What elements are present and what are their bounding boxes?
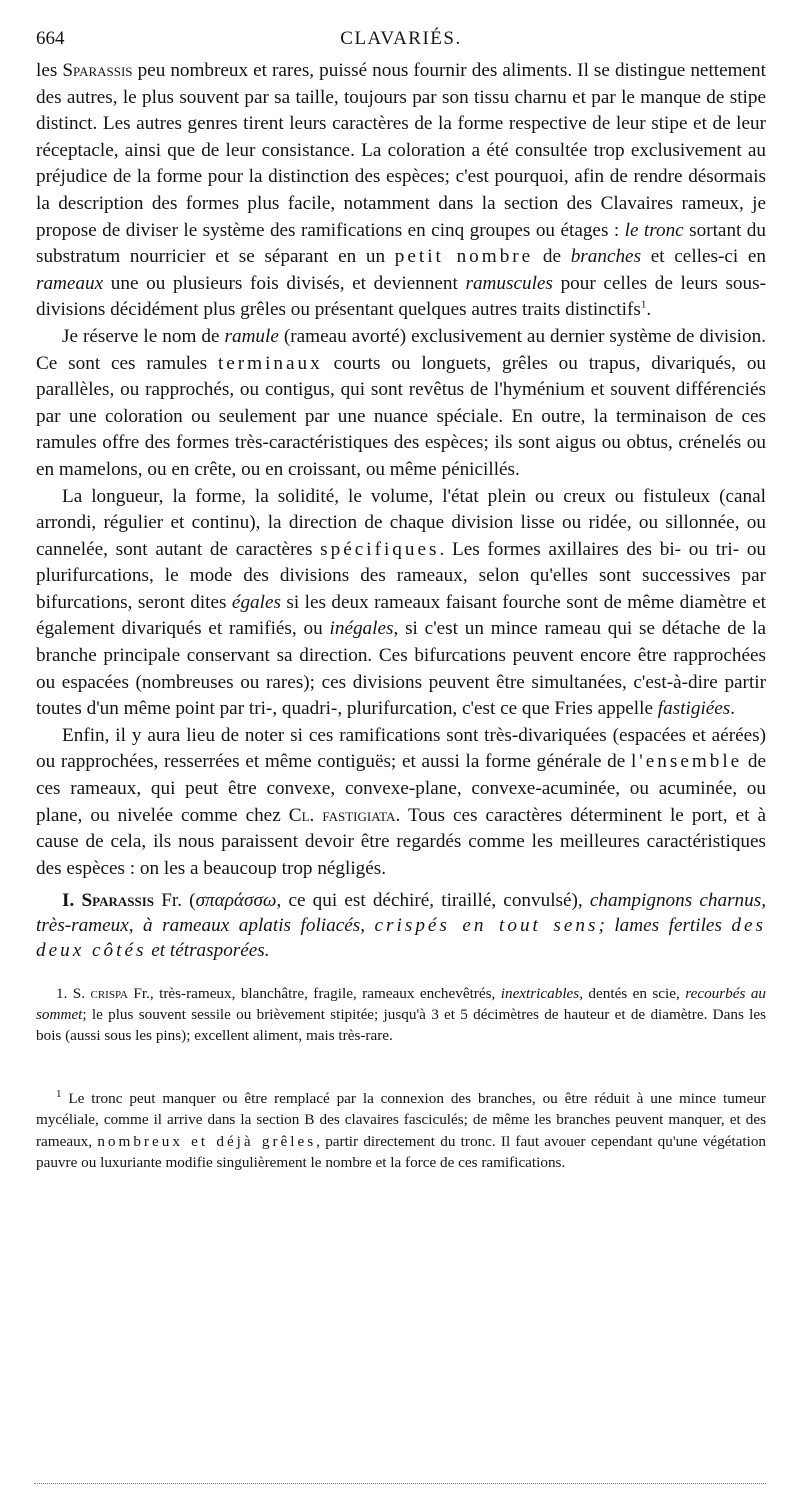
term-branches: branches xyxy=(570,246,642,268)
genus-number: I. xyxy=(62,890,75,912)
spaced-text: nombreux et déjà grêles xyxy=(97,1132,317,1150)
greek-etymology: σπαράσσω xyxy=(195,890,277,912)
species-number: 1. S. xyxy=(56,984,91,1002)
term-ramule: ramule xyxy=(224,325,279,347)
genus-description: champignons charnus, très-rameux, à rameaux aplatis foliacés, xyxy=(36,890,766,937)
paragraph-4: Enfin, il y aura lieu de noter si ces ramifications sont très-divariquées (espacées et aérées) ou rapprochées, resserrées et même contiguës; et aussi la forme générale de l'ensemble de ces rameaux, qui peut être convexe, convexe-plane, convexe-acuminée, ou acuminée, ou plane, ou nivelée comme chez Cl. fastigiata. Tous ces caractères déterminent le port, et à cause de cela, ils nous paraissent devoir être regardés comme les meilleures caractéristiques des espèces : on les a beaucoup trop négligés. xyxy=(36,724,766,879)
spaced-text: terminaux xyxy=(217,352,323,374)
running-title: CLAVARIÉS. xyxy=(340,28,462,49)
spaced-text: petit nombre xyxy=(394,246,534,268)
paragraph-3: La longueur, la forme, la solidité, le volume, l'état plein ou creux ou fistuleux (canal arrondi, régulier et continu), la direction de chaque division lisse ou ridée, ou sillonnée, ou cannelée, sont autant de caractères spécifiques. Les formes axillaires des bi- ou tri- ou plurifurcations, le mode des divisions des rameaux, selon qu'elles sont successives par bifurcations, seront dites égales si les deux rameaux faisant fourche sont de même diamètre et également divariqués et ramifiés, ou inégales, si c'est un mince rameau qui se détache de la branche principale conservant sa direction. Ces bifurcations peuvent encore être rapprochées ou espacées (nombreuses ou rares); ces divisions peuvent être simultanées, c'est-à-dire partir toutes d'un même point par tri-, quadri-, plurifurcation, c'est ce que Fries appelle fastigiées. xyxy=(36,485,767,720)
species-entry: 1. S. crispa Fr., très-rameux, blanchâtre, fragile, rameaux enchevêtrés, inextricables, dentés en scie, recourbés au sommet; le plus souvent sessile ou brièvement stipitée; jusqu'à 3 et 5 décimètres de hauteur et de diamètre. Dans les bois (aussi sous les pins); excellent aliment, mais très-rare. xyxy=(36,984,767,1044)
spaced-text: crispés en tout sens xyxy=(374,915,599,937)
spaced-text: des deux côtés xyxy=(36,915,766,962)
term-tronc: le tronc xyxy=(624,219,684,241)
spaced-text: l'ensemble xyxy=(630,751,743,773)
page xyxy=(36,28,766,1189)
footnote-marker: 1 xyxy=(56,1087,62,1100)
genus-mention: Sparassis xyxy=(62,60,133,81)
term-egales: égales xyxy=(231,591,281,613)
page-header xyxy=(36,28,766,54)
term-ramuscules: ramuscules xyxy=(465,272,553,294)
spaced-text: spécifiques xyxy=(320,538,440,560)
paragraph-1: les Sparassis peu nombreux et rares, puissé nous fournir des aliments. Il se distingue nettement des autres, le plus souvent par sa taille, toujours par son tissu charnu et par le manque de stipe distinct. Les autres genres tirent leurs caractères de la forme respective de leur stipe et de leur réceptacle, ainsi que de leur consistance. La coloration a été consultée trop exclusivement au préjudice de la forme pour la distinction des espèces; c'est pourquoi, afin de rendre désormais la description des formes plus facile, notamment dans la section des Clavaires rameux, je propose de diviser le système des ramifications en cinq groupes ou étages : le tronc sortant du substratum nourricier et se séparant en un petit nombre de branches et celles-ci en rameaux une ou plusieurs fois divisés, et deviennent ramuscules pour celles de leurs sous-divisions décidément plus grêles ou présentant quelques autres traits distinctifs$^1$. xyxy=(36,60,767,321)
footnote-reference: 1 xyxy=(640,298,647,311)
term-rameaux: rameaux xyxy=(36,272,104,294)
footnote: $^1$ Le tronc peut manquer ou être remplacé par la connexion des branches, ou être réduit à une mince tumeur mycéliale, comme il arrive dans la section B des clavaires fasciculés; de même les branches peuvent manquer, et des rameaux, nombreux et déjà grêles, partir directement du tronc. Il faut avouer cependant qu'une végétation pauvre ou luxuriante modifie singulièrement le nombre et la force de ces ramifications. xyxy=(36,1087,767,1172)
term-inegales: inégales xyxy=(329,618,394,640)
paragraph-2: Je réserve le nom de ramule (rameau avorté) exclusivement au dernier système de division. Ce sont ces ramules terminaux courts ou longuets, grêles ou trapus, divariqués, ou parallèles, ou rapprochés, ou contigus, qui sont revêtus de l'hyménium et souvent différenciés par une coloration ou seulement par une nuance spéciale. En outre, la terminaison de ces ramules offre des formes très-caractéristiques des espèces; ils sont aigus ou obtus, crénelés ou en mamelons, ou en crête, ou en croissant, ou même pénicillés. xyxy=(36,325,767,480)
bottom-rule xyxy=(34,1483,766,1484)
page-number: 664 xyxy=(36,28,65,49)
term-fastigiees: fastigiées xyxy=(657,698,731,720)
genus-name: Sparassis xyxy=(81,890,155,912)
genus-entry: I. Sparassis Fr. (σπαράσσω, ce qui est déchiré, tiraillé, convulsé), champignons charnus, très-rameux, à rameaux aplatis foliacés, crispés en tout sens; lames fertiles des deux côtés et tétrasporées. xyxy=(36,890,766,962)
species-mention: Cl. fastigiata xyxy=(288,804,396,826)
species-name: crispa xyxy=(90,984,128,1002)
